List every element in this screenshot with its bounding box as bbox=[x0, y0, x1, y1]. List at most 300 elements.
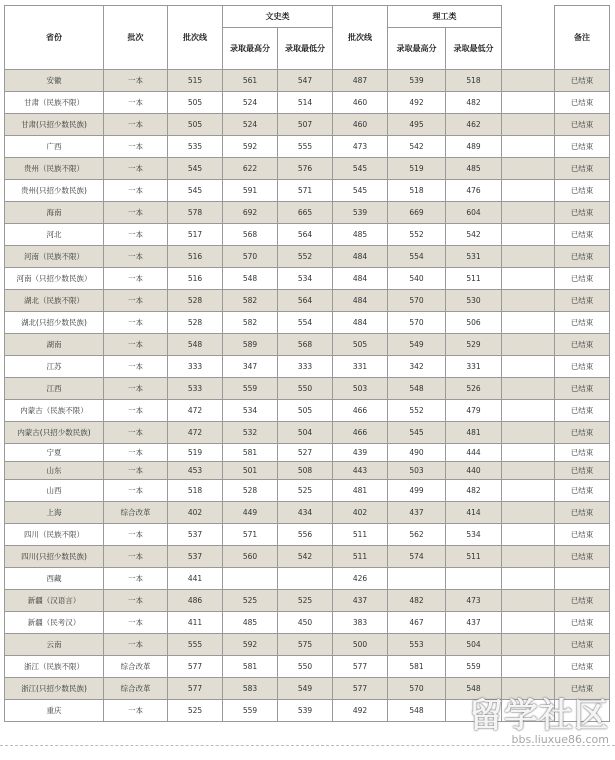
cell-science-batch-line: 460 bbox=[333, 114, 388, 136]
cell-batch: 一本 bbox=[104, 92, 168, 114]
cell-science-max: 554 bbox=[388, 246, 446, 268]
cell-note: 已结束 bbox=[555, 590, 610, 612]
cell-province: 河北 bbox=[5, 224, 104, 246]
cell-province: 安徽 bbox=[5, 70, 104, 92]
cell-arts-max: 524 bbox=[223, 92, 278, 114]
cell-arts-min: 575 bbox=[278, 634, 333, 656]
cell-arts-min: 539 bbox=[278, 700, 333, 722]
cell-arts-max: 583 bbox=[223, 678, 278, 700]
cell-science-max: 503 bbox=[388, 462, 446, 480]
cell-science-min: 526 bbox=[446, 378, 502, 400]
cell-arts-batch-line: 505 bbox=[168, 92, 223, 114]
cell-science-min: 529 bbox=[446, 334, 502, 356]
cell-science-max: 482 bbox=[388, 590, 446, 612]
cell-batch: 一本 bbox=[104, 546, 168, 568]
cell-note: 已结束 bbox=[555, 634, 610, 656]
cell-province: 河南（民族不限） bbox=[5, 246, 104, 268]
cell-science-min: 331 bbox=[446, 356, 502, 378]
table-row bbox=[5, 612, 610, 634]
cell-science-max: 492 bbox=[388, 92, 446, 114]
cell-science-max: 518 bbox=[388, 180, 446, 202]
cell-blank bbox=[502, 634, 555, 656]
cell-science-min: 481 bbox=[446, 422, 502, 444]
table-row bbox=[5, 524, 610, 546]
cell-science-batch-line: 545 bbox=[333, 158, 388, 180]
cell-arts-min: 554 bbox=[278, 312, 333, 334]
cell-note: 已结束 bbox=[555, 356, 610, 378]
cell-province: 河南（只招少数民族） bbox=[5, 268, 104, 290]
cell-science-batch-line: 473 bbox=[333, 136, 388, 158]
cell-science-max: 581 bbox=[388, 656, 446, 678]
cell-batch: 一本 bbox=[104, 590, 168, 612]
cell-note bbox=[555, 568, 610, 590]
cell-arts-min: 534 bbox=[278, 268, 333, 290]
table-row bbox=[5, 92, 610, 114]
cell-note: 已结束 bbox=[555, 422, 610, 444]
cell-science-min: 531 bbox=[446, 246, 502, 268]
header-note: 备注 bbox=[555, 6, 610, 70]
cell-arts-min: 556 bbox=[278, 524, 333, 546]
cell-blank bbox=[502, 334, 555, 356]
cell-province: 湖北（民族不限） bbox=[5, 290, 104, 312]
cell-batch: 一本 bbox=[104, 180, 168, 202]
cell-arts-max: 582 bbox=[223, 290, 278, 312]
cell-arts-min: 508 bbox=[278, 462, 333, 480]
cell-science-min bbox=[446, 568, 502, 590]
cell-science-min: 559 bbox=[446, 656, 502, 678]
cell-blank bbox=[502, 312, 555, 334]
header-science-max: 录取最高分 bbox=[388, 28, 446, 70]
cell-batch: 一本 bbox=[104, 612, 168, 634]
cell-arts-min: 333 bbox=[278, 356, 333, 378]
cell-arts-min: 547 bbox=[278, 70, 333, 92]
cell-science-min: 440 bbox=[446, 462, 502, 480]
cell-blank bbox=[502, 180, 555, 202]
cell-arts-min: 549 bbox=[278, 678, 333, 700]
cell-science-batch-line: 466 bbox=[333, 422, 388, 444]
cell-batch: 一本 bbox=[104, 480, 168, 502]
cell-science-batch-line: 511 bbox=[333, 524, 388, 546]
cell-science-min: 511 bbox=[446, 546, 502, 568]
header-arts-group: 文史类 bbox=[223, 6, 333, 28]
cell-batch: 一本 bbox=[104, 700, 168, 722]
cell-arts-batch-line: 535 bbox=[168, 136, 223, 158]
table-row bbox=[5, 70, 610, 92]
cell-science-min: 444 bbox=[446, 444, 502, 462]
cell-blank bbox=[502, 136, 555, 158]
cell-science-min bbox=[446, 700, 502, 722]
cell-arts-max: 582 bbox=[223, 312, 278, 334]
cell-arts-max: 571 bbox=[223, 524, 278, 546]
header-science-min: 录取最低分 bbox=[446, 28, 502, 70]
cell-arts-batch-line: 528 bbox=[168, 290, 223, 312]
cell-note: 已结束 bbox=[555, 202, 610, 224]
cell-arts-batch-line: 516 bbox=[168, 246, 223, 268]
cell-arts-batch-line: 505 bbox=[168, 114, 223, 136]
cell-note: 已结束 bbox=[555, 502, 610, 524]
cell-arts-max: 501 bbox=[223, 462, 278, 480]
cell-arts-max: 692 bbox=[223, 202, 278, 224]
cell-arts-max: 591 bbox=[223, 180, 278, 202]
cell-arts-min: 568 bbox=[278, 334, 333, 356]
cell-batch: 一本 bbox=[104, 136, 168, 158]
cell-note: 已结束 bbox=[555, 678, 610, 700]
cell-province: 江西 bbox=[5, 378, 104, 400]
table-row bbox=[5, 678, 610, 700]
cell-arts-min: 505 bbox=[278, 400, 333, 422]
cell-arts-min: 550 bbox=[278, 378, 333, 400]
cell-province: 重庆 bbox=[5, 700, 104, 722]
cell-arts-max: 485 bbox=[223, 612, 278, 634]
cell-province: 四川(只招少数民族) bbox=[5, 546, 104, 568]
cell-science-min: 489 bbox=[446, 136, 502, 158]
table-row bbox=[5, 136, 610, 158]
cell-science-max: 540 bbox=[388, 268, 446, 290]
cell-blank bbox=[502, 290, 555, 312]
cell-science-batch-line: 437 bbox=[333, 590, 388, 612]
cell-batch: 综合改革 bbox=[104, 678, 168, 700]
cell-province: 西藏 bbox=[5, 568, 104, 590]
cell-arts-max: 548 bbox=[223, 268, 278, 290]
cell-science-batch-line: 439 bbox=[333, 444, 388, 462]
cell-arts-batch-line: 525 bbox=[168, 700, 223, 722]
cell-science-batch-line: 545 bbox=[333, 180, 388, 202]
cell-note bbox=[555, 700, 610, 722]
table-row bbox=[5, 400, 610, 422]
cell-arts-batch-line: 545 bbox=[168, 180, 223, 202]
cell-blank bbox=[502, 224, 555, 246]
cell-arts-batch-line: 516 bbox=[168, 268, 223, 290]
cell-blank bbox=[502, 590, 555, 612]
cell-arts-batch-line: 472 bbox=[168, 422, 223, 444]
cell-arts-min: 504 bbox=[278, 422, 333, 444]
header-science-batch-line: 批次线 bbox=[333, 6, 388, 70]
cell-province: 甘肃（民族不限） bbox=[5, 92, 104, 114]
cell-note: 已结束 bbox=[555, 612, 610, 634]
table-row bbox=[5, 656, 610, 678]
cell-science-batch-line: 426 bbox=[333, 568, 388, 590]
cell-science-max: 549 bbox=[388, 334, 446, 356]
cell-arts-batch-line: 411 bbox=[168, 612, 223, 634]
cell-arts-max: 581 bbox=[223, 656, 278, 678]
cell-science-batch-line: 484 bbox=[333, 290, 388, 312]
cell-province: 宁夏 bbox=[5, 444, 104, 462]
cell-arts-min: 450 bbox=[278, 612, 333, 634]
cell-science-min: 530 bbox=[446, 290, 502, 312]
cell-science-max: 552 bbox=[388, 400, 446, 422]
cell-blank bbox=[502, 462, 555, 480]
cell-science-min: 414 bbox=[446, 502, 502, 524]
cell-batch: 一本 bbox=[104, 158, 168, 180]
cell-note: 已结束 bbox=[555, 114, 610, 136]
cell-science-batch-line: 331 bbox=[333, 356, 388, 378]
table-row bbox=[5, 202, 610, 224]
table-row bbox=[5, 634, 610, 656]
cell-science-batch-line: 505 bbox=[333, 334, 388, 356]
cell-arts-min: 527 bbox=[278, 444, 333, 462]
cell-blank bbox=[502, 656, 555, 678]
cell-province: 海南 bbox=[5, 202, 104, 224]
cell-blank bbox=[502, 568, 555, 590]
cell-note: 已结束 bbox=[555, 444, 610, 462]
cell-blank bbox=[502, 678, 555, 700]
table-row bbox=[5, 462, 610, 480]
cell-blank bbox=[502, 444, 555, 462]
cell-arts-max bbox=[223, 568, 278, 590]
cell-arts-min: 555 bbox=[278, 136, 333, 158]
cell-blank bbox=[502, 246, 555, 268]
cell-note: 已结束 bbox=[555, 158, 610, 180]
cell-arts-batch-line: 545 bbox=[168, 158, 223, 180]
cell-arts-max: 534 bbox=[223, 400, 278, 422]
cell-science-max: 574 bbox=[388, 546, 446, 568]
cell-arts-min: 576 bbox=[278, 158, 333, 180]
cell-arts-max: 524 bbox=[223, 114, 278, 136]
cell-blank bbox=[502, 612, 555, 634]
table-row bbox=[5, 444, 610, 462]
cell-science-max: 542 bbox=[388, 136, 446, 158]
cell-arts-min: 564 bbox=[278, 290, 333, 312]
cell-arts-max: 570 bbox=[223, 246, 278, 268]
cell-science-batch-line: 484 bbox=[333, 312, 388, 334]
cell-province: 广西 bbox=[5, 136, 104, 158]
cell-note: 已结束 bbox=[555, 400, 610, 422]
cell-science-batch-line: 539 bbox=[333, 202, 388, 224]
cell-arts-batch-line: 402 bbox=[168, 502, 223, 524]
cell-arts-max: 589 bbox=[223, 334, 278, 356]
cell-arts-min: 514 bbox=[278, 92, 333, 114]
cell-science-max: 467 bbox=[388, 612, 446, 634]
cell-note: 已结束 bbox=[555, 656, 610, 678]
cell-science-min: 482 bbox=[446, 480, 502, 502]
table-row bbox=[5, 312, 610, 334]
cell-science-batch-line: 481 bbox=[333, 480, 388, 502]
table-row bbox=[5, 546, 610, 568]
cell-batch: 一本 bbox=[104, 224, 168, 246]
cell-arts-max: 525 bbox=[223, 590, 278, 612]
cell-science-max: 490 bbox=[388, 444, 446, 462]
cell-province: 湖南 bbox=[5, 334, 104, 356]
cell-science-max: 552 bbox=[388, 224, 446, 246]
cell-arts-min: 507 bbox=[278, 114, 333, 136]
cell-arts-batch-line: 577 bbox=[168, 678, 223, 700]
cell-blank bbox=[502, 114, 555, 136]
cell-arts-min bbox=[278, 568, 333, 590]
cell-batch: 一本 bbox=[104, 524, 168, 546]
cell-province: 浙江（民族不限） bbox=[5, 656, 104, 678]
page-divider bbox=[0, 745, 615, 746]
cell-note: 已结束 bbox=[555, 480, 610, 502]
cell-batch: 一本 bbox=[104, 114, 168, 136]
table-row bbox=[5, 502, 610, 524]
cell-arts-batch-line: 486 bbox=[168, 590, 223, 612]
cell-note: 已结束 bbox=[555, 290, 610, 312]
header-province: 省份 bbox=[5, 6, 104, 70]
cell-science-max: 570 bbox=[388, 312, 446, 334]
table-row bbox=[5, 224, 610, 246]
cell-science-batch-line: 511 bbox=[333, 546, 388, 568]
cell-science-min: 534 bbox=[446, 524, 502, 546]
table-row bbox=[5, 246, 610, 268]
table-row bbox=[5, 334, 610, 356]
cell-arts-batch-line: 333 bbox=[168, 356, 223, 378]
table-row bbox=[5, 356, 610, 378]
header-arts-max: 录取最高分 bbox=[223, 28, 278, 70]
cell-batch: 一本 bbox=[104, 356, 168, 378]
cell-science-min: 476 bbox=[446, 180, 502, 202]
cell-arts-min: 571 bbox=[278, 180, 333, 202]
header-batch: 批次 bbox=[104, 6, 168, 70]
cell-arts-min: 550 bbox=[278, 656, 333, 678]
cell-batch: 一本 bbox=[104, 378, 168, 400]
table-row bbox=[5, 180, 610, 202]
cell-science-batch-line: 383 bbox=[333, 612, 388, 634]
cell-arts-max: 592 bbox=[223, 634, 278, 656]
cell-note: 已结束 bbox=[555, 92, 610, 114]
cell-arts-batch-line: 528 bbox=[168, 312, 223, 334]
cell-blank bbox=[502, 546, 555, 568]
cell-province: 上海 bbox=[5, 502, 104, 524]
cell-province: 云南 bbox=[5, 634, 104, 656]
cell-arts-min: 434 bbox=[278, 502, 333, 524]
cell-science-batch-line: 484 bbox=[333, 268, 388, 290]
cell-blank bbox=[502, 202, 555, 224]
cell-province: 四川（民族不限） bbox=[5, 524, 104, 546]
cell-science-min: 548 bbox=[446, 678, 502, 700]
header-arts-min: 录取最低分 bbox=[278, 28, 333, 70]
cell-province: 山西 bbox=[5, 480, 104, 502]
cell-province: 新疆（民考汉） bbox=[5, 612, 104, 634]
cell-arts-batch-line: 577 bbox=[168, 656, 223, 678]
cell-batch: 一本 bbox=[104, 568, 168, 590]
cell-arts-max: 622 bbox=[223, 158, 278, 180]
cell-province: 江苏 bbox=[5, 356, 104, 378]
cell-province: 贵州（民族不限） bbox=[5, 158, 104, 180]
cell-note: 已结束 bbox=[555, 224, 610, 246]
cell-science-max: 548 bbox=[388, 700, 446, 722]
cell-blank bbox=[502, 92, 555, 114]
cell-arts-batch-line: 515 bbox=[168, 70, 223, 92]
cell-blank bbox=[502, 378, 555, 400]
cell-science-min: 504 bbox=[446, 634, 502, 656]
cell-province: 新疆（汉语言） bbox=[5, 590, 104, 612]
cell-arts-min: 665 bbox=[278, 202, 333, 224]
cell-science-batch-line: 485 bbox=[333, 224, 388, 246]
cell-batch: 一本 bbox=[104, 70, 168, 92]
cell-science-max: 562 bbox=[388, 524, 446, 546]
cell-arts-batch-line: 537 bbox=[168, 524, 223, 546]
cell-batch: 一本 bbox=[104, 444, 168, 462]
cell-blank bbox=[502, 400, 555, 422]
cell-science-max: 570 bbox=[388, 290, 446, 312]
cell-science-min: 479 bbox=[446, 400, 502, 422]
cell-arts-max: 559 bbox=[223, 378, 278, 400]
cell-science-batch-line: 577 bbox=[333, 656, 388, 678]
cell-arts-batch-line: 578 bbox=[168, 202, 223, 224]
cell-arts-min: 525 bbox=[278, 590, 333, 612]
table-row bbox=[5, 268, 610, 290]
table-row bbox=[5, 422, 610, 444]
table-row bbox=[5, 114, 610, 136]
cell-science-batch-line: 487 bbox=[333, 70, 388, 92]
cell-blank bbox=[502, 422, 555, 444]
cell-batch: 一本 bbox=[104, 312, 168, 334]
admission-score-table bbox=[4, 5, 610, 722]
cell-science-min: 437 bbox=[446, 612, 502, 634]
cell-arts-min: 564 bbox=[278, 224, 333, 246]
table-row bbox=[5, 378, 610, 400]
cell-arts-max: 347 bbox=[223, 356, 278, 378]
cell-note: 已结束 bbox=[555, 378, 610, 400]
table-row bbox=[5, 568, 610, 590]
cell-batch: 一本 bbox=[104, 462, 168, 480]
cell-science-max: 539 bbox=[388, 70, 446, 92]
cell-batch: 一本 bbox=[104, 246, 168, 268]
cell-science-min: 462 bbox=[446, 114, 502, 136]
cell-batch: 一本 bbox=[104, 202, 168, 224]
cell-batch: 一本 bbox=[104, 290, 168, 312]
cell-province: 山东 bbox=[5, 462, 104, 480]
cell-blank bbox=[502, 356, 555, 378]
cell-science-max: 669 bbox=[388, 202, 446, 224]
cell-arts-batch-line: 441 bbox=[168, 568, 223, 590]
cell-arts-max: 561 bbox=[223, 70, 278, 92]
cell-blank bbox=[502, 700, 555, 722]
cell-note: 已结束 bbox=[555, 70, 610, 92]
cell-science-batch-line: 460 bbox=[333, 92, 388, 114]
cell-batch: 一本 bbox=[104, 400, 168, 422]
cell-batch: 一本 bbox=[104, 334, 168, 356]
cell-arts-batch-line: 537 bbox=[168, 546, 223, 568]
cell-arts-max: 559 bbox=[223, 700, 278, 722]
cell-note: 已结束 bbox=[555, 524, 610, 546]
cell-province: 甘肃(只招少数民族) bbox=[5, 114, 104, 136]
watermark-logo: 留学社区 bbox=[469, 696, 609, 736]
cell-batch: 一本 bbox=[104, 268, 168, 290]
watermark-url: bbs.liuxue86.com bbox=[511, 733, 609, 746]
cell-note: 已结束 bbox=[555, 246, 610, 268]
cell-science-max: 570 bbox=[388, 678, 446, 700]
cell-arts-batch-line: 548 bbox=[168, 334, 223, 356]
cell-science-batch-line: 577 bbox=[333, 678, 388, 700]
cell-science-batch-line: 484 bbox=[333, 246, 388, 268]
cell-arts-min: 542 bbox=[278, 546, 333, 568]
cell-science-batch-line: 492 bbox=[333, 700, 388, 722]
header-arts-batch-line: 批次线 bbox=[168, 6, 223, 70]
cell-science-max: 495 bbox=[388, 114, 446, 136]
cell-arts-max: 449 bbox=[223, 502, 278, 524]
cell-science-max: 553 bbox=[388, 634, 446, 656]
cell-arts-max: 592 bbox=[223, 136, 278, 158]
table-header bbox=[5, 6, 610, 70]
cell-science-max: 548 bbox=[388, 378, 446, 400]
cell-province: 内蒙古（民族不限） bbox=[5, 400, 104, 422]
cell-science-min: 604 bbox=[446, 202, 502, 224]
cell-blank bbox=[502, 158, 555, 180]
cell-province: 贵州(只招少数民族) bbox=[5, 180, 104, 202]
cell-province: 湖北(只招少数民族) bbox=[5, 312, 104, 334]
cell-science-batch-line: 402 bbox=[333, 502, 388, 524]
cell-science-batch-line: 466 bbox=[333, 400, 388, 422]
cell-science-min: 511 bbox=[446, 268, 502, 290]
cell-blank bbox=[502, 268, 555, 290]
table-row bbox=[5, 590, 610, 612]
cell-blank bbox=[502, 480, 555, 502]
cell-province: 内蒙古(只招少数民族) bbox=[5, 422, 104, 444]
cell-science-max: 519 bbox=[388, 158, 446, 180]
cell-science-batch-line: 443 bbox=[333, 462, 388, 480]
cell-batch: 一本 bbox=[104, 422, 168, 444]
